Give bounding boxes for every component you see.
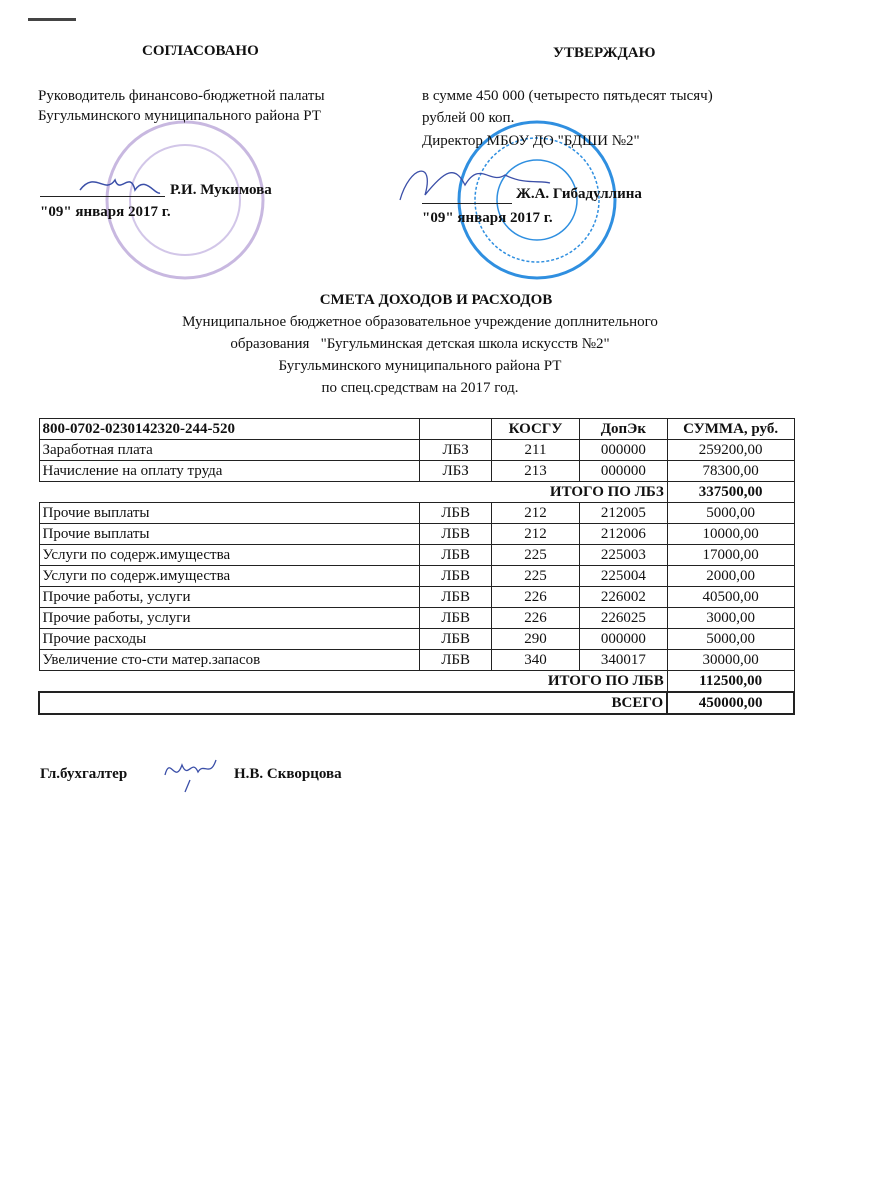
cell-type: ЛБВ bbox=[420, 545, 492, 566]
left-signer: Р.И. Мукимова bbox=[170, 182, 272, 198]
scan-mark bbox=[28, 18, 76, 21]
left-line2: Бугульминского муниципального района РТ bbox=[38, 108, 321, 124]
cell-kosgu: 213 bbox=[492, 461, 580, 482]
cell-kosgu: 290 bbox=[492, 629, 580, 650]
cell-dop: 226002 bbox=[579, 587, 667, 608]
cell-name: Прочие расходы bbox=[39, 629, 420, 650]
cell-sum: 259200,00 bbox=[667, 440, 794, 461]
cell-dop: 225004 bbox=[579, 566, 667, 587]
grand-total-label: ВСЕГО bbox=[39, 692, 667, 714]
cell-kosgu: 212 bbox=[492, 503, 580, 524]
table-row bbox=[39, 440, 794, 461]
cell-type: ЛБВ bbox=[420, 587, 492, 608]
cell-name: Начисление на оплату труда bbox=[39, 461, 420, 482]
cell-kosgu: 225 bbox=[492, 545, 580, 566]
header-type bbox=[420, 419, 492, 440]
doc-title: СМЕТА ДОХОДОВ И РАСХОДОВ bbox=[319, 292, 553, 308]
cell-dop: 225003 bbox=[579, 545, 667, 566]
cell-sum: 5000,00 bbox=[667, 629, 794, 650]
table-header bbox=[39, 419, 794, 440]
cell-type: ЛБВ bbox=[420, 608, 492, 629]
cell-kosgu: 225 bbox=[492, 566, 580, 587]
budget-table bbox=[38, 418, 795, 715]
cell-sum: 3000,00 bbox=[667, 608, 794, 629]
cell-dop: 000000 bbox=[579, 461, 667, 482]
lbv-total-row bbox=[39, 671, 794, 693]
cell-sum: 5000,00 bbox=[667, 503, 794, 524]
cell-kosgu: 212 bbox=[492, 524, 580, 545]
cell-dop: 000000 bbox=[579, 629, 667, 650]
lbv-total-label: ИТОГО ПО ЛБВ bbox=[420, 671, 667, 693]
accountant-role: Гл.бухгалтер bbox=[40, 766, 128, 782]
cell-dop: 212006 bbox=[579, 524, 667, 545]
table-row bbox=[39, 461, 794, 482]
cell-sum: 40500,00 bbox=[667, 587, 794, 608]
cell-name: Прочие выплаты bbox=[39, 503, 420, 524]
cell-kosgu: 211 bbox=[492, 440, 580, 461]
cell-sum: 78300,00 bbox=[667, 461, 794, 482]
cell-name: Увеличение сто-сти матер.запасов bbox=[39, 650, 420, 671]
cell-dop: 340017 bbox=[579, 650, 667, 671]
cell-name: Заработная плата bbox=[39, 440, 420, 461]
approve-title: УТВЕРЖДАЮ bbox=[553, 45, 656, 61]
cell-kosgu: 226 bbox=[492, 608, 580, 629]
lbv-total-sum: 112500,00 bbox=[667, 671, 794, 693]
cell-name: Прочие работы, услуги bbox=[39, 587, 420, 608]
accountant-signer: Н.В. Скворцова bbox=[234, 766, 342, 782]
cell-sum: 2000,00 bbox=[667, 566, 794, 587]
table-row bbox=[39, 608, 794, 629]
table-row bbox=[39, 545, 794, 566]
grand-total-sum: 450000,00 bbox=[667, 692, 794, 714]
table-row bbox=[39, 566, 794, 587]
right-line3: Директор МБОУ ДО "БДШИ №2" bbox=[422, 133, 640, 149]
agreed-title: СОГЛАСОВАНО bbox=[142, 43, 259, 59]
cell-type: ЛБЗ bbox=[420, 440, 492, 461]
signature-accountant-icon bbox=[160, 750, 220, 795]
cell-name: Услуги по содерж.имущества bbox=[39, 545, 420, 566]
doc-subtitle-2: образования "Бугульминская детская школа искусств №2" bbox=[230, 336, 610, 352]
cell-type: ЛБЗ bbox=[420, 461, 492, 482]
cell-kosgu: 340 bbox=[492, 650, 580, 671]
cell-name: Услуги по содерж.имущества bbox=[39, 566, 420, 587]
doc-subtitle-3: Бугульминского муниципального района РТ bbox=[278, 358, 562, 374]
right-line1: в сумме 450 000 (четыресто пятьдесят тысяч) bbox=[422, 88, 713, 104]
cell-dop: 212005 bbox=[579, 503, 667, 524]
grand-total-row bbox=[39, 692, 794, 714]
doc-subtitle-1: Муниципальное бюджетное образовательное учреждение доплнительного bbox=[182, 314, 658, 330]
lbz-total-label: ИТОГО ПО ЛБЗ bbox=[420, 482, 667, 503]
right-signer: Ж.А. Гибадуллина bbox=[516, 186, 642, 202]
left-line1: Руководитель финансово-бюджетной палаты bbox=[38, 88, 325, 104]
right-date: "09" января 2017 г. bbox=[422, 210, 553, 226]
table-row bbox=[39, 503, 794, 524]
header-code: 800-0702-0230142320-244-520 bbox=[39, 419, 420, 440]
lbz-total-sum: 337500,00 bbox=[667, 482, 794, 503]
table-row bbox=[39, 650, 794, 671]
cell-type: ЛБВ bbox=[420, 524, 492, 545]
cell-name: Прочие работы, услуги bbox=[39, 608, 420, 629]
lbz-total-row bbox=[39, 482, 794, 503]
cell-type: ЛБВ bbox=[420, 629, 492, 650]
cell-sum: 10000,00 bbox=[667, 524, 794, 545]
left-date: "09" января 2017 г. bbox=[40, 204, 171, 220]
cell-dop: 226025 bbox=[579, 608, 667, 629]
right-line2: рублей 00 коп. bbox=[422, 110, 515, 126]
cell-sum: 30000,00 bbox=[667, 650, 794, 671]
cell-type: ЛБВ bbox=[420, 650, 492, 671]
header-sum: СУММА, руб. bbox=[667, 419, 794, 440]
signature-line-right bbox=[422, 203, 512, 204]
header-kosgu: КОСГУ bbox=[492, 419, 580, 440]
header-dop: ДопЭк bbox=[579, 419, 667, 440]
cell-type: ЛБВ bbox=[420, 503, 492, 524]
table-row bbox=[39, 629, 794, 650]
table-row bbox=[39, 587, 794, 608]
doc-subtitle-4: по спец.средствам на 2017 год. bbox=[321, 380, 519, 396]
cell-kosgu: 226 bbox=[492, 587, 580, 608]
cell-sum: 17000,00 bbox=[667, 545, 794, 566]
cell-type: ЛБВ bbox=[420, 566, 492, 587]
table-row bbox=[39, 524, 794, 545]
cell-name: Прочие выплаты bbox=[39, 524, 420, 545]
signature-line-left bbox=[40, 196, 165, 197]
cell-dop: 000000 bbox=[579, 440, 667, 461]
